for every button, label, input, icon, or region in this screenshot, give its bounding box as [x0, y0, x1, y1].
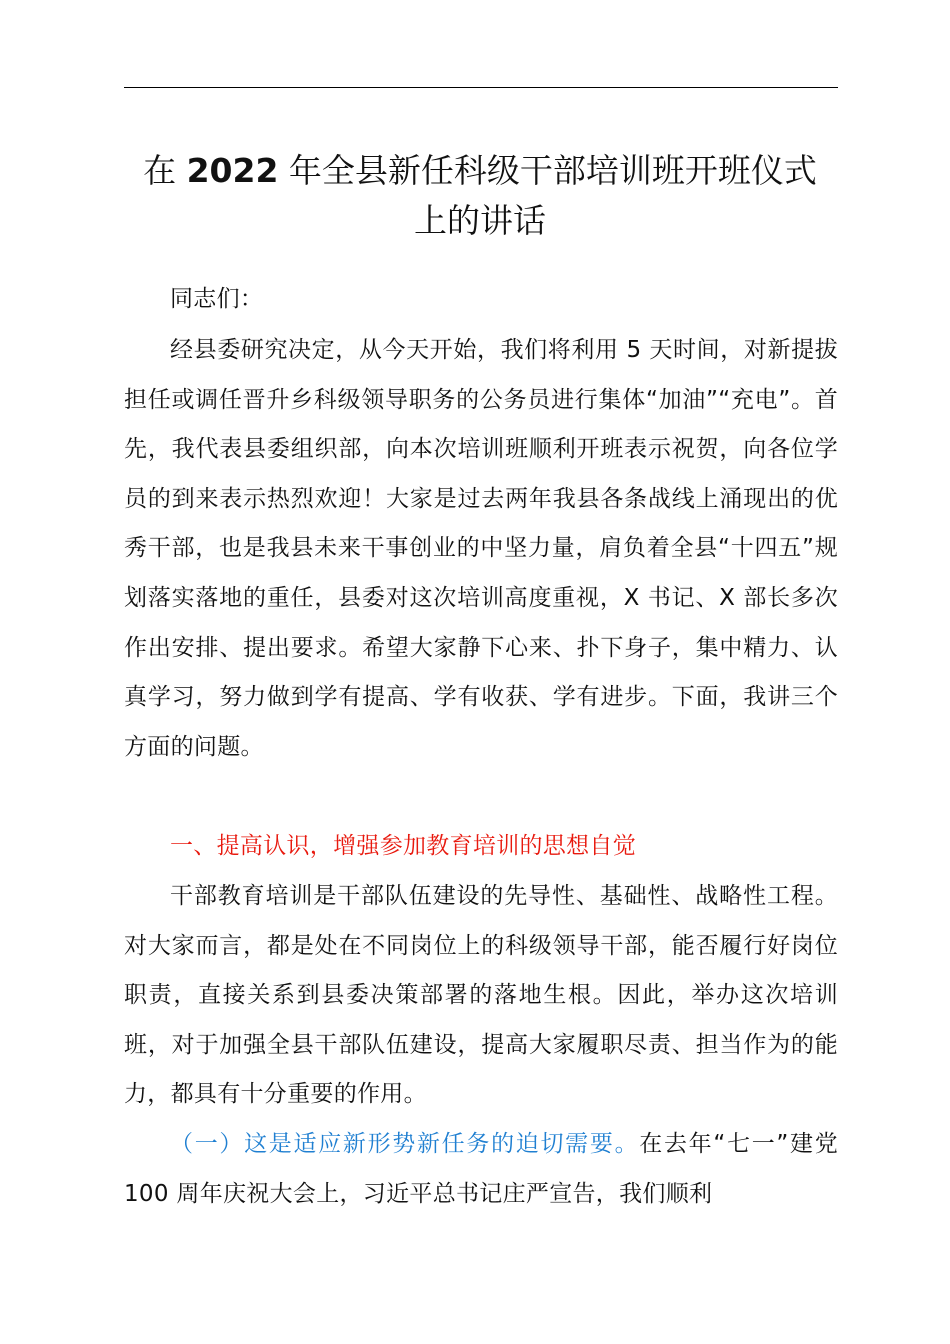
- section-heading-1: 一、提高认识，增强参加教育培训的思想自觉: [170, 833, 636, 859]
- paragraph-1: 经县委研究决定，从今天开始，我们将利用 5 天时间，对新提拔担任或调任晋升乡科级领导职务的公务员进行集体“加油”“充电”。首先，我代表县委组织部，向本次培训班顺利开班表示祝贺，向各位学员的到来表示热烈欢迎！大家是过去两年我县各条战线上涌现出的优秀干部，也是我县未来干事创业的中坚力量，肩负着全县“十四五”规划落实落地的重任，县委对这次培训高度重视，X 书记、X 部长多次作出安排、提出要求。希望大家静下心来、扑下身子，集中精力、认真学习，努力做到学有提高、学有收获、学有进步。下面，我讲三个方面的问题。: [124, 337, 839, 760]
- salutation: 同志们：: [170, 286, 264, 312]
- title-year: 2022: [186, 151, 279, 190]
- paragraph-2: 干部教育培训是干部队伍建设的先导性、基础性、战略性工程。对大家而言，都是处在不同岗位上的科级领导干部，能否履行好岗位职责，直接关系到县委决策部署的落地生根。因此，举办这次培训班，对于加强全县干部队伍建设，提高大家履职尽责、担当作为的能力，都具有十分重要的作用。: [124, 883, 838, 1108]
- document-title: [110, 146, 850, 246]
- title-line-2: 上的讲话: [414, 201, 546, 240]
- title-prefix: 在: [143, 151, 177, 190]
- section-heading-1-block: [124, 822, 838, 872]
- title-suffix: 年全县新任科级干部培训班开班仪式: [288, 151, 817, 190]
- paragraph-3-text: 在去年“七一”建党 100 周年庆祝大会上，习近平总书记庄严宣告，我们顺利: [124, 1131, 839, 1207]
- paragraph-2-block: [124, 872, 838, 1120]
- paragraph-1-block: [124, 326, 838, 772]
- header-rule: [124, 87, 838, 88]
- paragraph-3: [124, 1120, 838, 1219]
- paragraph-3-block: [124, 1120, 838, 1219]
- title-line-1: [110, 146, 850, 196]
- subheading-1: （一）这是适应新形势新任务的迫切需要。: [170, 1131, 640, 1157]
- salutation-block: [124, 275, 838, 325]
